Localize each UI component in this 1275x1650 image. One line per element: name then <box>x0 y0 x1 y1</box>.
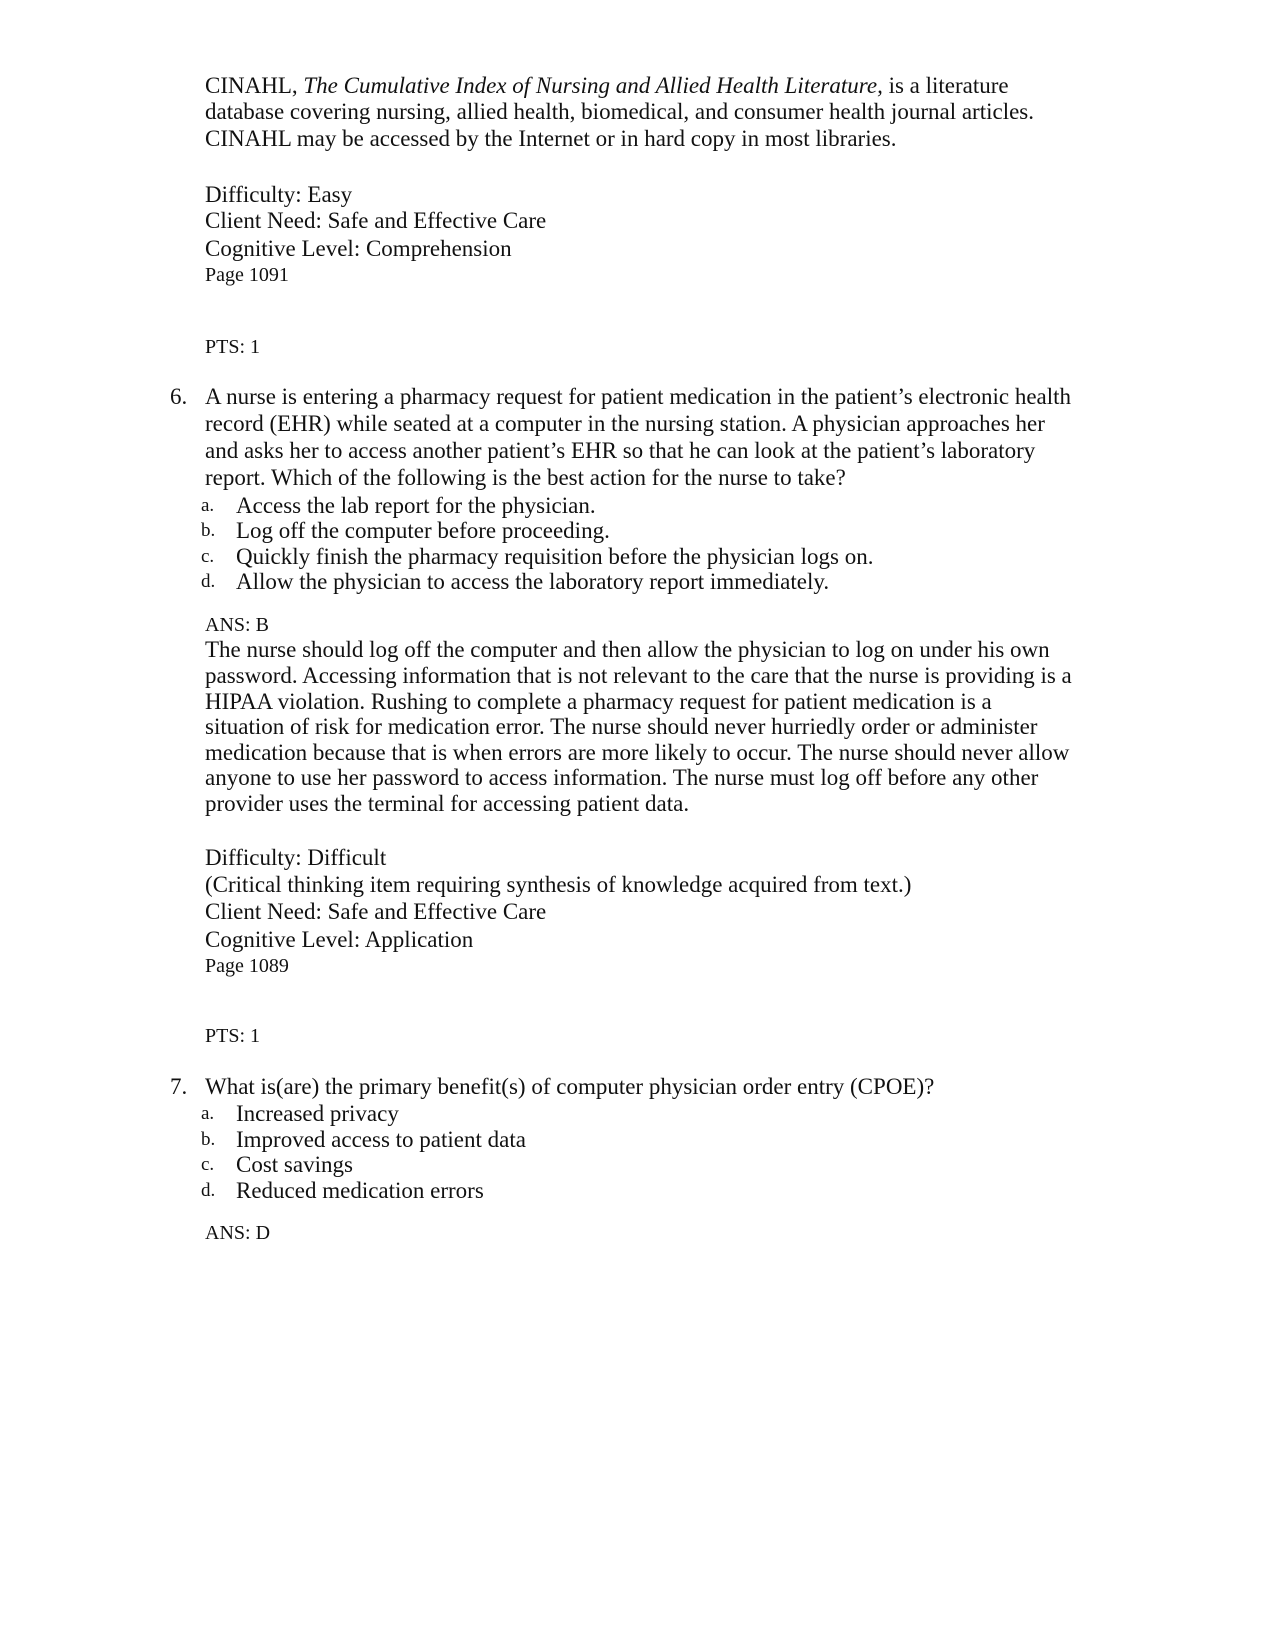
answer-6: ANS: B <box>205 614 269 636</box>
rationale-6-line: anyone to use her password to access information. The nurse must log off before any other <box>205 765 1039 790</box>
option-text: Access the lab report for the physician. <box>236 493 596 518</box>
client-need-6: Client Need: Safe and Effective Care <box>205 899 547 924</box>
question-6-stem-line: report. Which of the following is the best action for the nurse to take? <box>205 465 846 490</box>
question-6-number: 6. <box>170 384 188 409</box>
pts-5: PTS: 1 <box>205 336 261 358</box>
pts-6: PTS: 1 <box>205 1025 261 1047</box>
rationale-6-line: password. Accessing information that is not relevant to the care that the nurse is providing is a <box>205 663 1072 688</box>
cognitive-level-6: Cognitive Level: Application <box>205 927 474 952</box>
rationale-6-line: HIPAA violation. Rushing to complete a pharmacy request for patient medication is a <box>205 689 992 714</box>
rationale-6-line: medication because that is when errors are more likely to occur. The nurse should never allow <box>205 740 1070 765</box>
question-7-number: 7. <box>170 1074 188 1099</box>
option-text: Increased privacy <box>236 1101 399 1126</box>
question-6-stem-line: record (EHR) while seated at a computer in the nursing station. A physician approaches her <box>205 411 1045 436</box>
rationale-5-line-2: database covering nursing, allied health, biomedical, and consumer health journal articles. <box>205 99 1034 124</box>
option-text: Quickly finish the pharmacy requisition before the physician logs on. <box>236 544 874 569</box>
option-letter: b. <box>201 520 216 541</box>
option-letter: d. <box>201 571 216 592</box>
rationale-5-line-1-start: CINAHL, <box>205 73 304 98</box>
rationale-5-line-3: CINAHL may be accessed by the Internet or in hard copy in most libraries. <box>205 126 897 151</box>
rationale-5-line-1 <box>205 73 1009 99</box>
option-letter: a. <box>201 1103 215 1124</box>
option-text: Improved access to patient data <box>236 1127 526 1152</box>
client-need-5: Client Need: Safe and Effective Care <box>205 208 547 233</box>
difficulty-5: Difficulty: Easy <box>205 182 353 207</box>
option-letter: c. <box>201 546 215 567</box>
question-6-stem-line: A nurse is entering a pharmacy request for patient medication in the patient’s electronic health <box>205 384 1072 409</box>
rationale-6-line: situation of risk for medication error. The nurse should never hurriedly order or administer <box>205 714 1038 739</box>
option-text: Cost savings <box>236 1152 353 1177</box>
option-letter: b. <box>201 1129 216 1150</box>
cognitive-level-5: Cognitive Level: Comprehension <box>205 236 512 261</box>
page-ref-6: Page 1089 <box>205 955 289 977</box>
rationale-6-line: provider uses the terminal for accessing patient data. <box>205 791 690 816</box>
rationale-6-line: The nurse should log off the computer and then allow the physician to log on under his own <box>205 637 1050 662</box>
option-text: Allow the physician to access the laboratory report immediately. <box>236 569 830 594</box>
difficulty-6: Difficulty: Difficult <box>205 845 387 870</box>
answer-7: ANS: D <box>205 1222 271 1244</box>
critical-thinking-note: (Critical thinking item requiring synthesis of knowledge acquired from text.) <box>205 872 912 897</box>
option-text: Log off the computer before proceeding. <box>236 518 610 543</box>
page-ref-5: Page 1091 <box>205 264 289 286</box>
question-7-stem: What is(are) the primary benefit(s) of computer physician order entry (CPOE)? <box>205 1074 935 1099</box>
rationale-5-line-1-end: is a literature <box>882 73 1009 98</box>
option-text: Reduced medication errors <box>236 1178 484 1203</box>
option-letter: d. <box>201 1180 216 1201</box>
option-letter: a. <box>201 495 215 516</box>
cinahl-title: The Cumulative Index of Nursing and Allied Health Literature, <box>303 73 883 98</box>
question-6-stem-line: and asks her to access another patient’s EHR so that he can look at the patient’s laboratory <box>205 438 1036 463</box>
option-letter: c. <box>201 1154 215 1175</box>
